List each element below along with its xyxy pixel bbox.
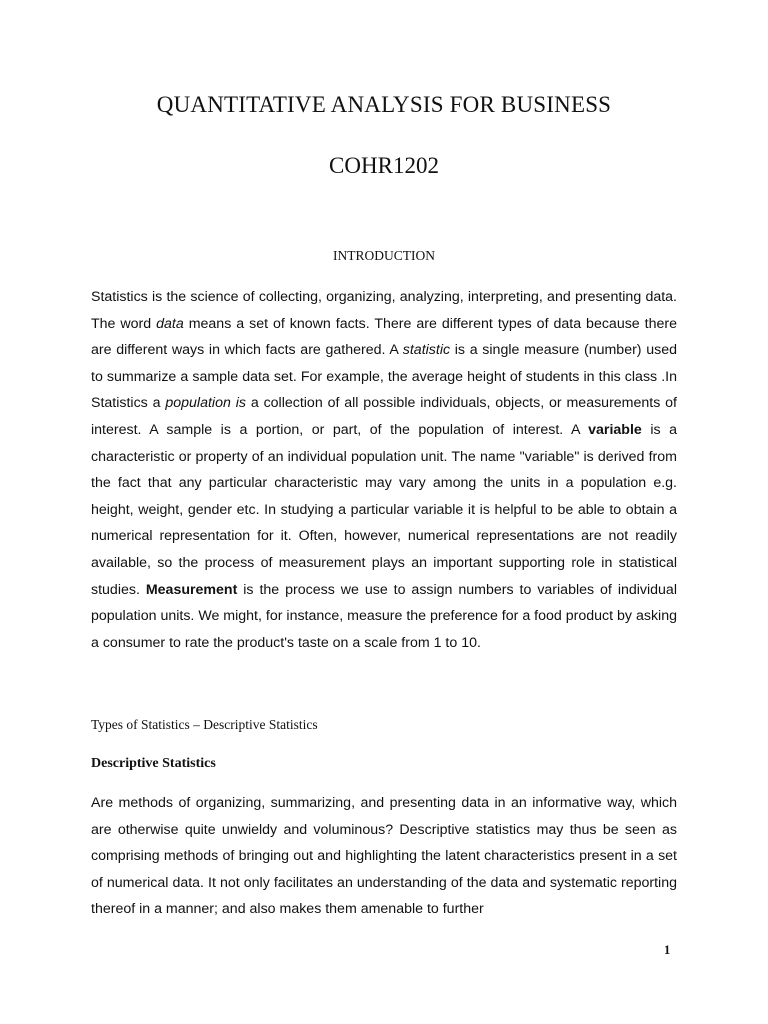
term-data: data — [156, 315, 184, 332]
course-code: COHR1202 — [329, 153, 439, 178]
descriptive-statistics-heading: Descriptive Statistics — [91, 756, 216, 771]
term-measurement: Measurement — [145, 581, 238, 598]
document-title: QUANTITATIVE ANALYSIS FOR BUSINESS — [156, 92, 612, 117]
page-number: 1 — [664, 943, 671, 957]
types-of-statistics-line: Types of Statistics – Descriptive Statistics — [91, 717, 318, 732]
term-population: population is — [165, 395, 246, 412]
term-variable: variable — [588, 421, 642, 438]
intro-text-2: means a set of known facts. There are different types of data because there are different ways in which facts are gathered. A — [91, 315, 677, 359]
intro-text-4: a collection of all possible individuals, objects, or measurements of interest. A sample is a portion, or part, of the population of interest. A — [91, 395, 678, 438]
term-statistic: statistic — [402, 342, 451, 359]
section-heading-introduction: INTRODUCTION — [333, 248, 435, 263]
descriptive-statistics-paragraph: Are methods of organizing, summarizing, and presenting data in an informative way, which are otherwise quite unwieldy and voluminous? Descriptive statistics may thus be seen as comprising methods of bringing out and highlighting the latent characteristics present in a set of numerical data. It not only facilitates an understanding of the data and systematic reporting thereof in a manner; and also makes them amenable to further — [91, 795, 677, 918]
intro-text-5: is a characteristic or property of an individual population unit. The name "variable" is derived from the fact that any particular characteristic may vary among the units in a population e.g. height, weight, gender etc. In studying a particular variable it is helpful to be able to obtain a numerical representation for it. Often, however, numerical representations are not readily available, so the process of measurement plays an important supporting role in statistical studies. — [91, 421, 677, 598]
intro-text-1: Statistics is the science of collecting, organizing, analyzing, interpreting, and presenting data. The word — [91, 289, 677, 332]
intro-text-6: is the process we use to assign numbers to variables of individual population units. We might, for instance, measure the preference for a food product by asking a consumer to rate the product's taste on a scale from 1 to 10. — [91, 581, 677, 651]
intro-text-3: is a single measure (number) used to summarize a sample data set. For example, the average height of students in this class .In Statistics a — [91, 342, 677, 412]
introduction-paragraph — [91, 284, 677, 656]
